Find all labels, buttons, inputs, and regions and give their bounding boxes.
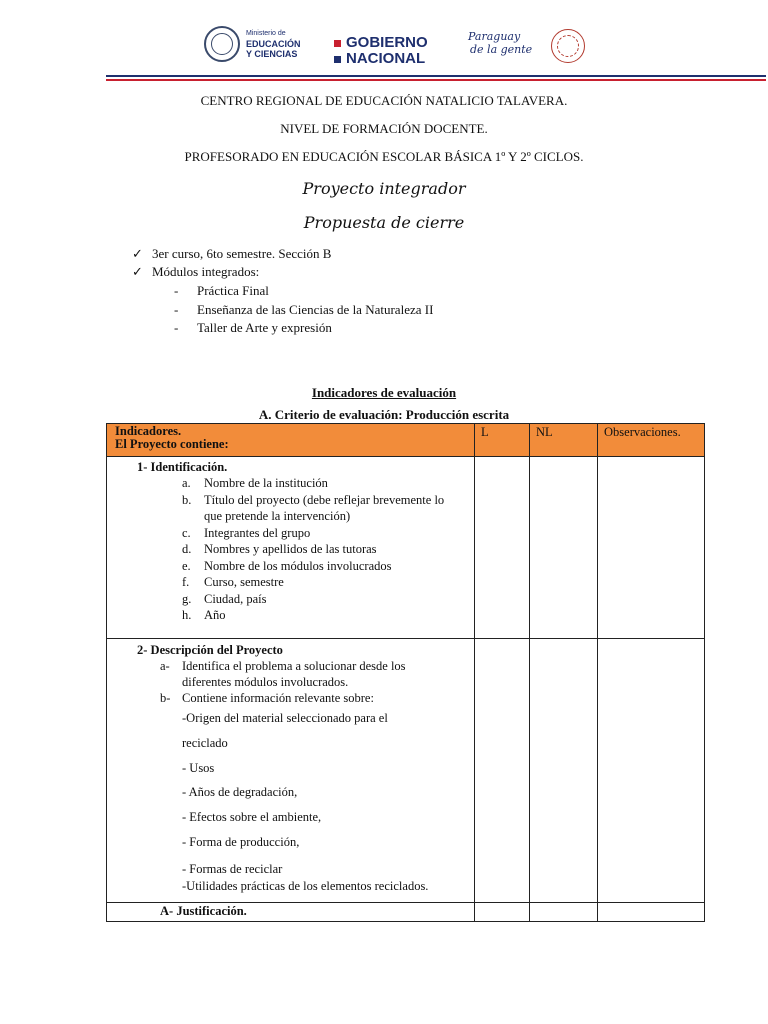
national-seal-icon [204,26,240,62]
list-item: h. Año [182,608,226,622]
indicators-header [107,424,475,457]
mec-logo [204,26,301,62]
institution-logo [551,29,585,63]
row-title: 2- Descripción del Proyecto [137,643,283,657]
info-line: reciclado [182,735,228,750]
section-heading: Indicadores de evaluación [311,385,457,400]
table-row [107,639,705,903]
project-subtitle: Propuesta de cierre [303,213,465,232]
l-cell[interactable] [475,457,530,639]
header-divider-red [106,79,766,81]
info-line: - Efectos sobre el ambiente, [182,810,322,825]
row-title: A- Justificación. [160,904,247,918]
mec-line2: EDUCACIÓN [246,39,301,49]
header-divider-navy [106,75,766,77]
checklist-item [132,264,259,280]
module-text: Enseñanza de las Ciencias de la Naturaleza II [197,302,434,317]
nl-header: NL [530,424,598,457]
list-item: a- Identifica el problema a solucionar desde los diferentes módulos involucrados. [160,659,406,689]
nl-cell[interactable] [530,903,598,922]
check-icon: ✓ [132,264,143,279]
criterion-heading: A. Criterio de evaluación: Producción escrita [258,407,510,422]
nl-cell[interactable] [530,639,598,903]
list-item: g. Ciudad, país [182,591,267,606]
check-icon: ✓ [132,246,143,261]
module-item [174,302,433,318]
title-line-1: CENTRO REGIONAL DE EDUCACIÓN NATALICIO TALAVERA. [200,93,568,108]
identification-cell [107,457,475,639]
gob-line1: GOBIERNO [346,34,428,51]
list-item: f. Curso, semestre [182,575,284,589]
red-square-icon [334,40,341,47]
mec-line1: Ministerio de [246,30,286,37]
observations-cell[interactable] [598,903,705,922]
institution-seal-icon [551,29,585,63]
list-item: b. Título del proyecto (debe reflejar brevemente lo que pretende la intervención) [182,492,445,523]
blue-square-icon [334,56,341,63]
gobierno-nacional-logo [334,35,428,67]
description-cell [107,639,475,903]
py-line2: de la gente [470,43,533,56]
info-line: -Utilidades prácticas de los elementos reciclados. [182,878,429,893]
gob-line2: NACIONAL [346,50,426,67]
row-title: 1- Identificación. [137,460,228,474]
paraguay-de-la-gente-logo [456,30,532,56]
table-row [107,903,705,922]
l-cell[interactable] [475,639,530,903]
nl-cell[interactable] [530,457,598,639]
l-cell[interactable] [475,903,530,922]
checklist-text: 3er curso, 6to semestre. Sección B [152,246,332,261]
module-item [174,283,269,299]
py-line1: Paraguay [468,30,521,43]
observations-cell[interactable] [598,639,705,903]
observations-cell[interactable] [598,457,705,639]
list-item: d. Nombres y apellidos de las tutoras [182,542,377,556]
list-item: c. Integrantes del grupo [182,525,311,540]
project-title: Proyecto integrador [302,179,466,198]
table-header-row [107,424,705,457]
justification-cell [107,903,475,922]
list-item: b- Contiene información relevante sobre: [160,691,374,705]
module-item [174,320,332,336]
indicators-header-line1: Indicadores. [115,424,182,438]
info-line: - Forma de producción, [182,834,300,849]
info-line: - Años de degradación, [182,785,298,800]
dash-marker: - [174,302,179,317]
mec-line3: Y CIENCIAS [246,49,298,59]
info-line: - Usos [182,760,215,775]
observations-header: Observaciones. [598,424,705,457]
checklist-item [132,246,331,262]
l-header: L [475,424,530,457]
evaluation-table [106,423,705,922]
dash-marker: - [174,283,179,298]
indicators-header-line2: El Proyecto contiene: [115,437,229,451]
module-text: Práctica Final [197,283,269,298]
title-line-3: PROFESORADO EN EDUCACIÓN ESCOLAR BÁSICA 1º Y 2º CICLOS. [184,149,584,164]
dash-marker: - [174,320,179,335]
table-row [107,457,705,639]
checklist-text: Módulos integrados: [152,264,260,279]
info-line: - Formas de reciclar [182,861,283,876]
module-text: Taller de Arte y expresión [197,320,332,335]
page-header [0,0,768,88]
list-item: a. Nombre de la institución [182,476,328,490]
list-item: e. Nombre de los módulos involucrados [182,558,392,573]
info-line: -Origen del material seleccionado para el [182,711,388,725]
title-line-2: NIVEL DE FORMACIÓN DOCENTE. [280,121,488,136]
